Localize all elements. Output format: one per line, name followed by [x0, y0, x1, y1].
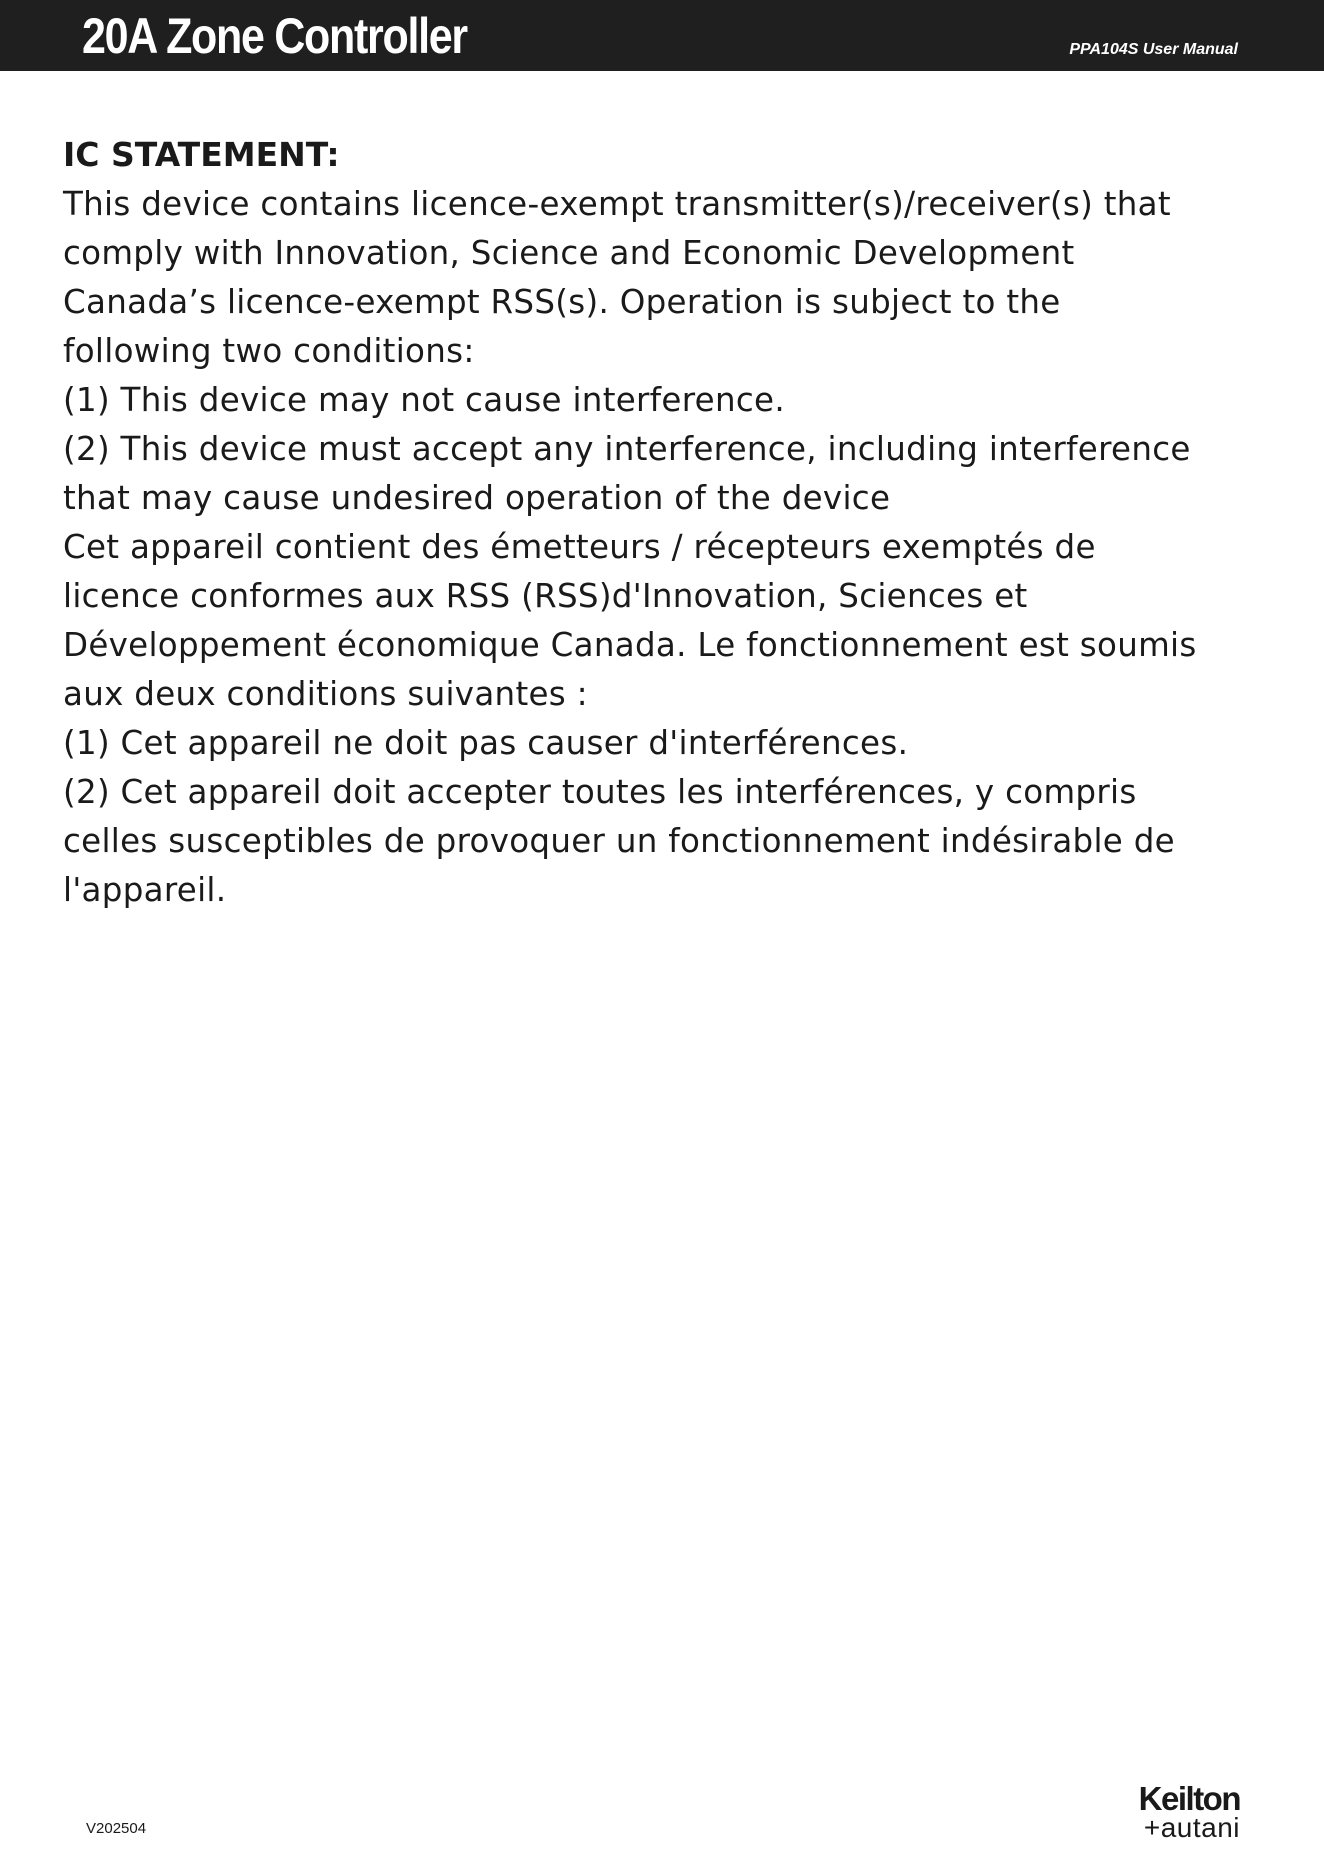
- statement-line-12: (1) Cet appareil ne doit pas causer d'interférences.: [63, 723, 909, 762]
- manual-label: PPA104S User Manual: [1069, 41, 1238, 58]
- brand-logo: [1110, 1782, 1240, 1842]
- header-bar: [0, 0, 1324, 71]
- statement-line-13: (2) Cet appareil doit accepter toutes les interférences, y compris: [63, 772, 1137, 811]
- statement-line-6: (2) This device must accept any interference, including interference: [63, 429, 1191, 468]
- statement-line-2: comply with Innovation, Science and Economic Development: [63, 233, 1075, 272]
- statement-line-11: aux deux conditions suivantes :: [63, 674, 588, 713]
- logo-autani-text: +autani: [1143, 1812, 1240, 1843]
- section-heading: IC STATEMENT:: [63, 135, 340, 174]
- statement-line-3: Canada’s licence-exempt RSS(s). Operation is subject to the: [63, 282, 1061, 321]
- statement-line-10: Développement économique Canada. Le fonctionnement est soumis: [63, 625, 1197, 664]
- document-title: 20A Zone Controller: [82, 8, 467, 64]
- logo-keilton-text: Keilton: [1138, 1780, 1240, 1817]
- statement-line-15: l'appareil.: [63, 870, 227, 909]
- statement-line-9: licence conformes aux RSS (RSS)d'Innovation, Sciences et: [63, 576, 1028, 615]
- version-label: V202504: [86, 1820, 147, 1837]
- ic-statement-section: [63, 130, 1273, 914]
- statement-line-14: celles susceptibles de provoquer un fonctionnement indésirable de: [63, 821, 1175, 860]
- statement-line-7: that may cause undesired operation of the device: [63, 478, 891, 517]
- statement-line-4: following two conditions:: [63, 331, 475, 370]
- statement-line-5: (1) This device may not cause interference.: [63, 380, 785, 419]
- statement-line-1: This device contains licence-exempt transmitter(s)/receiver(s) that: [63, 184, 1171, 223]
- statement-line-8: Cet appareil contient des émetteurs / récepteurs exemptés de: [63, 527, 1096, 566]
